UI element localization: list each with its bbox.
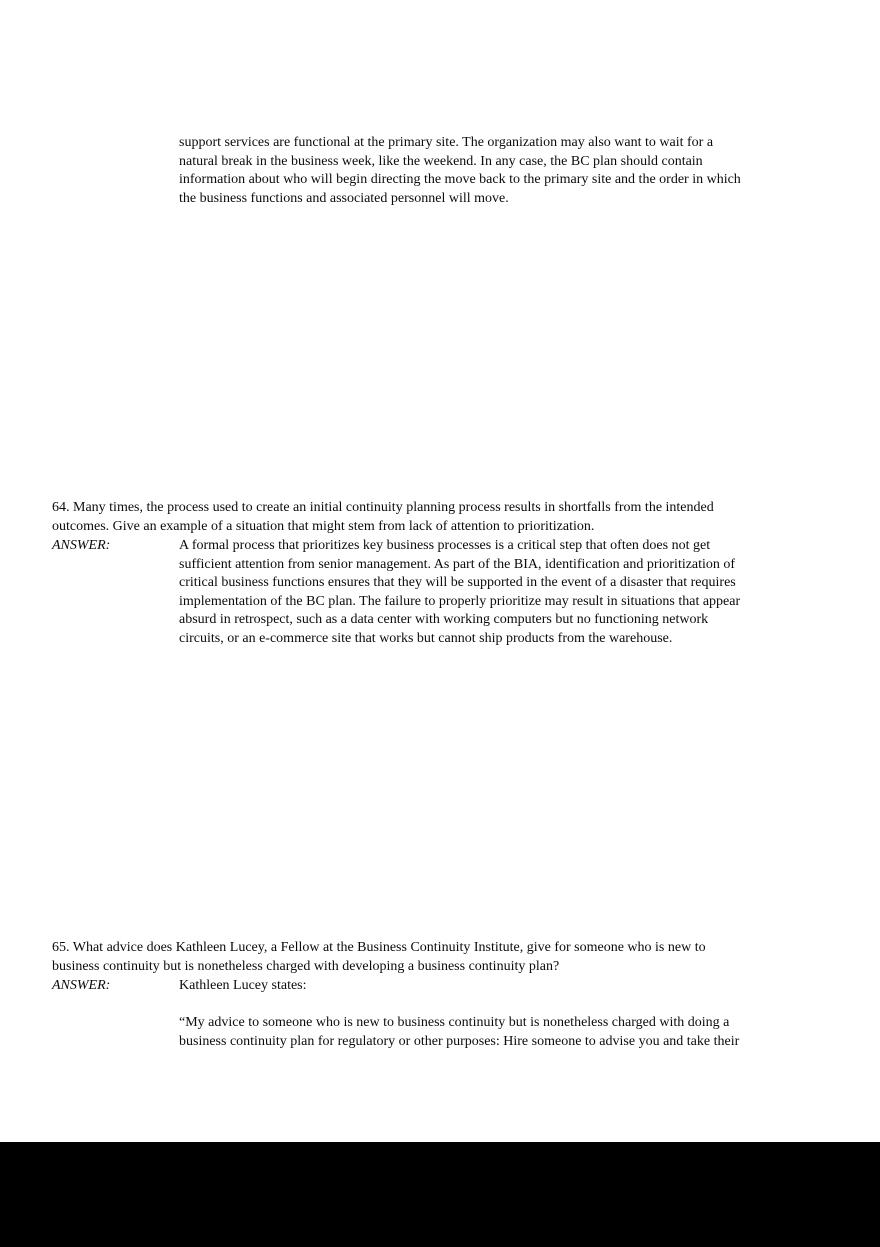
continuation-paragraph (179, 134, 827, 208)
answer-65-quote-line: business continuity plan for regulatory or other purposes: Hire someone to advise you and take their (179, 1033, 740, 1049)
answer-64-line: implementation of the BC plan. The failure to properly prioritize may result in situations that appear (179, 593, 741, 609)
text-line: information about who will begin directing the move back to the primary site and the order in which (179, 172, 741, 188)
answer-65-quote-line: “My advice to someone who is new to business continuity but is nonetheless charged with doing a (179, 1015, 730, 1030)
answer-64-line: A formal process that prioritizes key business processes is a critical step that often does not get (179, 538, 711, 553)
answer-64-text (179, 537, 827, 649)
answer-65-intro-line: Kathleen Lucey states: (179, 978, 307, 993)
question-64-line: 64. Many times, the process used to create an initial continuity planning process results in shortfalls from the intended (52, 500, 714, 515)
text-line: the business functions and associated personnel will move. (179, 190, 509, 206)
letterbox-bottom-bar (0, 1142, 880, 1247)
answer-64-line: sufficient attention from senior management. As part of the BIA, identification and prioritization of (179, 556, 736, 572)
text-line: natural break in the business week, like the weekend. In any case, the BC plan should contain (179, 153, 703, 169)
answer-65-intro (179, 977, 827, 996)
answer-64-label: ANSWER: (52, 538, 111, 553)
answer-65-label: ANSWER: (52, 978, 111, 993)
question-64-line: outcomes. Give an example of a situation that might stem from lack of attention to prioritization. (52, 518, 595, 534)
text-line: support services are functional at the primary site. The organization may also want to wait for a (179, 135, 714, 150)
answer-64-line: absurd in retrospect, such as a data center with working computers but no functioning network (179, 612, 709, 628)
answer-65-quote (179, 1014, 827, 1051)
question-65 (52, 939, 830, 976)
answer-64-line: circuits, or an e-commerce site that works but cannot ship products from the warehouse. (179, 630, 673, 646)
answer-64-line: critical business functions ensures that they will be supported in the event of a disaster that requires (179, 575, 736, 591)
question-65-line: 65. What advice does Kathleen Lucey, a Fellow at the Business Continuity Institute, give for someone who is new to (52, 940, 706, 955)
question-65-line: business continuity but is nonetheless charged with developing a business continuity plan? (52, 958, 560, 974)
question-64 (52, 499, 830, 536)
